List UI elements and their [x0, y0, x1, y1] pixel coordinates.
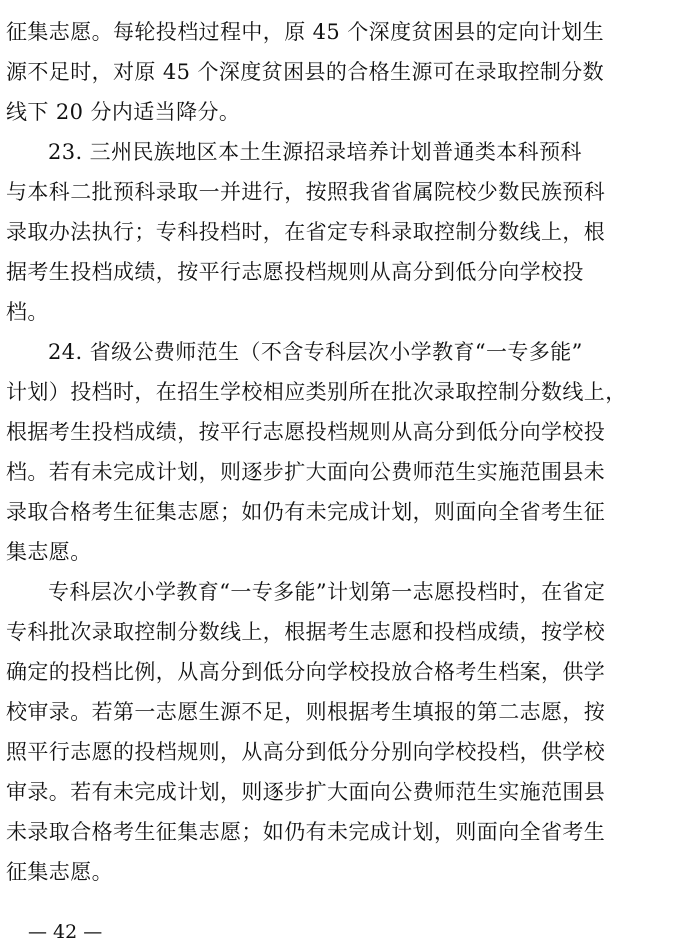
text-line-3: 线下 20 分内适当降分。 [6, 100, 241, 124]
text-line-6: 录取办法执行；专科投档时，在省定专科录取控制分数线上，根 [6, 220, 606, 244]
text-line-16: 专科批次录取控制分数线上，根据考生志愿和投档成绩，按学校 [6, 620, 606, 644]
text-line-4: 23. 三州民族地区本土生源招录培养计划普通类本科预科 [48, 140, 582, 164]
text-line-22: 征集志愿。 [6, 860, 113, 884]
text-line-15: 专科层次小学教育“一专多能”计划第一志愿投档时，在省定 [48, 580, 606, 604]
text-line-5: 与本科二批预科录取一并进行，按照我省省属院校少数民族预科 [6, 180, 606, 204]
text-line-1: 征集志愿。每轮投档过程中，原 45 个深度贫困县的定向计划生 [6, 20, 605, 44]
text-line-17: 确定的投档比例，从高分到低分向学校投放合格考生档案，供学 [6, 660, 606, 684]
text-line-21: 未录取合格考生征集志愿；如仍有未完成计划，则面向全省考生 [6, 820, 606, 844]
text-line-11: 根据考生投档成绩，按平行志愿投档规则从高分到低分向学校投 [6, 420, 606, 444]
text-line-19: 照平行志愿的投档规则，从高分到低分分别向学校投档，供学校 [6, 740, 606, 764]
text-line-10: 计划）投档时，在招生学校相应类别所在批次录取控制分数线上， [6, 380, 627, 404]
text-line-13: 录取合格考生征集志愿；如仍有未完成计划，则面向全省考生征 [6, 500, 606, 524]
text-line-9: 24. 省级公费师范生（不含专科层次小学教育“一专多能” [48, 340, 583, 364]
page-number: — 42 — [28, 921, 103, 943]
text-line-8: 档。 [6, 300, 49, 324]
text-line-2: 源不足时，对原 45 个深度贫困县的合格生源可在录取控制分数 [6, 60, 605, 84]
text-line-7: 据考生投档成绩，按平行志愿投档规则从高分到低分向学校投 [6, 260, 584, 284]
text-line-18: 校审录。若第一志愿生源不足，则根据考生填报的第二志愿，按 [6, 700, 606, 724]
text-line-14: 集志愿。 [6, 540, 92, 564]
text-line-20: 审录。若有未完成计划，则逐步扩大面向公费师范生实施范围县 [6, 780, 606, 804]
text-line-12: 档。若有未完成计划，则逐步扩大面向公费师范生实施范围县未 [6, 460, 606, 484]
